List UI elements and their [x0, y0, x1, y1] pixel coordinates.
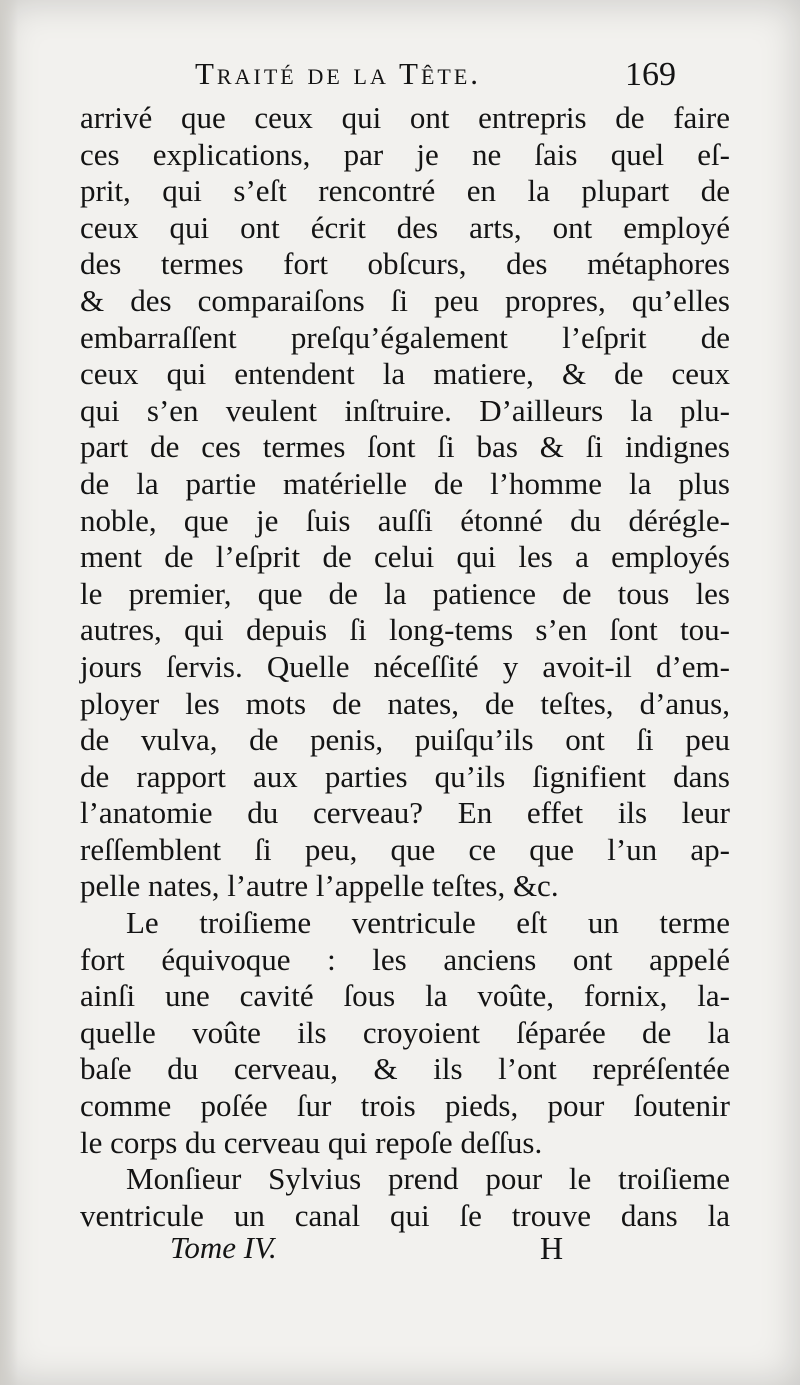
text-line: ces explications, par je ne ſais quel eſ- [80, 136, 730, 172]
text-line: ceux qui entendent la matiere, & de ceux [80, 356, 730, 392]
paragraph-start-line: Monſieur Sylvius prend pour le troiſieme [126, 1161, 730, 1197]
text-line: de rapport aux parties qu’ils ſignifient dans [80, 758, 730, 794]
text-line: l’anatomie du cerveau? En effet ils leur [80, 795, 730, 831]
text-line: des termes fort obſcurs, des métaphores [80, 246, 730, 282]
text-line: quelle voûte ils croyoient ſéparée de la [80, 1014, 730, 1050]
text-line: le corps du cerveau qui repoſe deſſus. [80, 1124, 543, 1160]
text-line: ployer les mots de nates, de teſtes, d’anus, [80, 685, 730, 721]
text-line: de vulva, de penis, puiſqu’ils ont ſi peu [80, 722, 730, 758]
text-line: arrivé que ceux qui ont entrepris de faire [80, 100, 730, 135]
text-line: ment de l’eſprit de celui qui les a employés [80, 539, 730, 575]
text-line: de la partie matérielle de l’homme la plus [80, 465, 730, 501]
text-line: embarraſſent preſqu’également l’eſprit de [80, 319, 730, 355]
text-line: fort équivoque : les anciens ont appelé [80, 941, 730, 977]
text-line: noble, que je ſuis auſſi étonné du dérégle- [80, 502, 730, 538]
text-line: le premier, que de la patience de tous les [80, 575, 730, 611]
text-line: part de ces termes ſont ſi bas & ſi indignes [80, 429, 730, 465]
text-line: prit, qui s’eſt rencontré en la plupart de [80, 173, 730, 209]
text-line: ventricule un canal qui ſe trouve dans la [80, 1197, 730, 1233]
volume-label: Tome IV. [170, 1230, 277, 1265]
signature-mark: H [540, 1230, 564, 1266]
text-line: ainſi une cavité ſous la voûte, fornix, la- [80, 978, 730, 1014]
text-line: & des comparaiſons ſi peu propres, qu’elles [80, 282, 730, 318]
text-line: autres, qui depuis ſi long-tems s’en ſont tou- [80, 612, 730, 648]
text-line: comme poſée ſur trois pieds, pour ſoutenir [80, 1088, 730, 1124]
body-text [80, 100, 730, 1234]
paragraph-start-line: Le troiſieme ventricule eſt un terme [126, 905, 730, 941]
text-line: qui s’en veulent inſtruire. D’ailleurs la plu- [80, 392, 730, 428]
text-line: jours ſervis. Quelle néceſſité y avoit-il d’em- [80, 648, 730, 684]
text-line: pelle nates, l’autre l’appelle teſtes, &c. [80, 868, 559, 904]
text-line: ceux qui ont écrit des arts, ont employé [80, 209, 730, 245]
text-line: baſe du cerveau, & ils l’ont repréſentée [80, 1051, 730, 1087]
page-footer [0, 1230, 800, 1274]
page-number: 169 [625, 56, 676, 93]
text-line: reſſemblent ſi peu, que ce que l’un ap- [80, 831, 730, 867]
running-title: Traité de la Tête. [195, 56, 482, 91]
